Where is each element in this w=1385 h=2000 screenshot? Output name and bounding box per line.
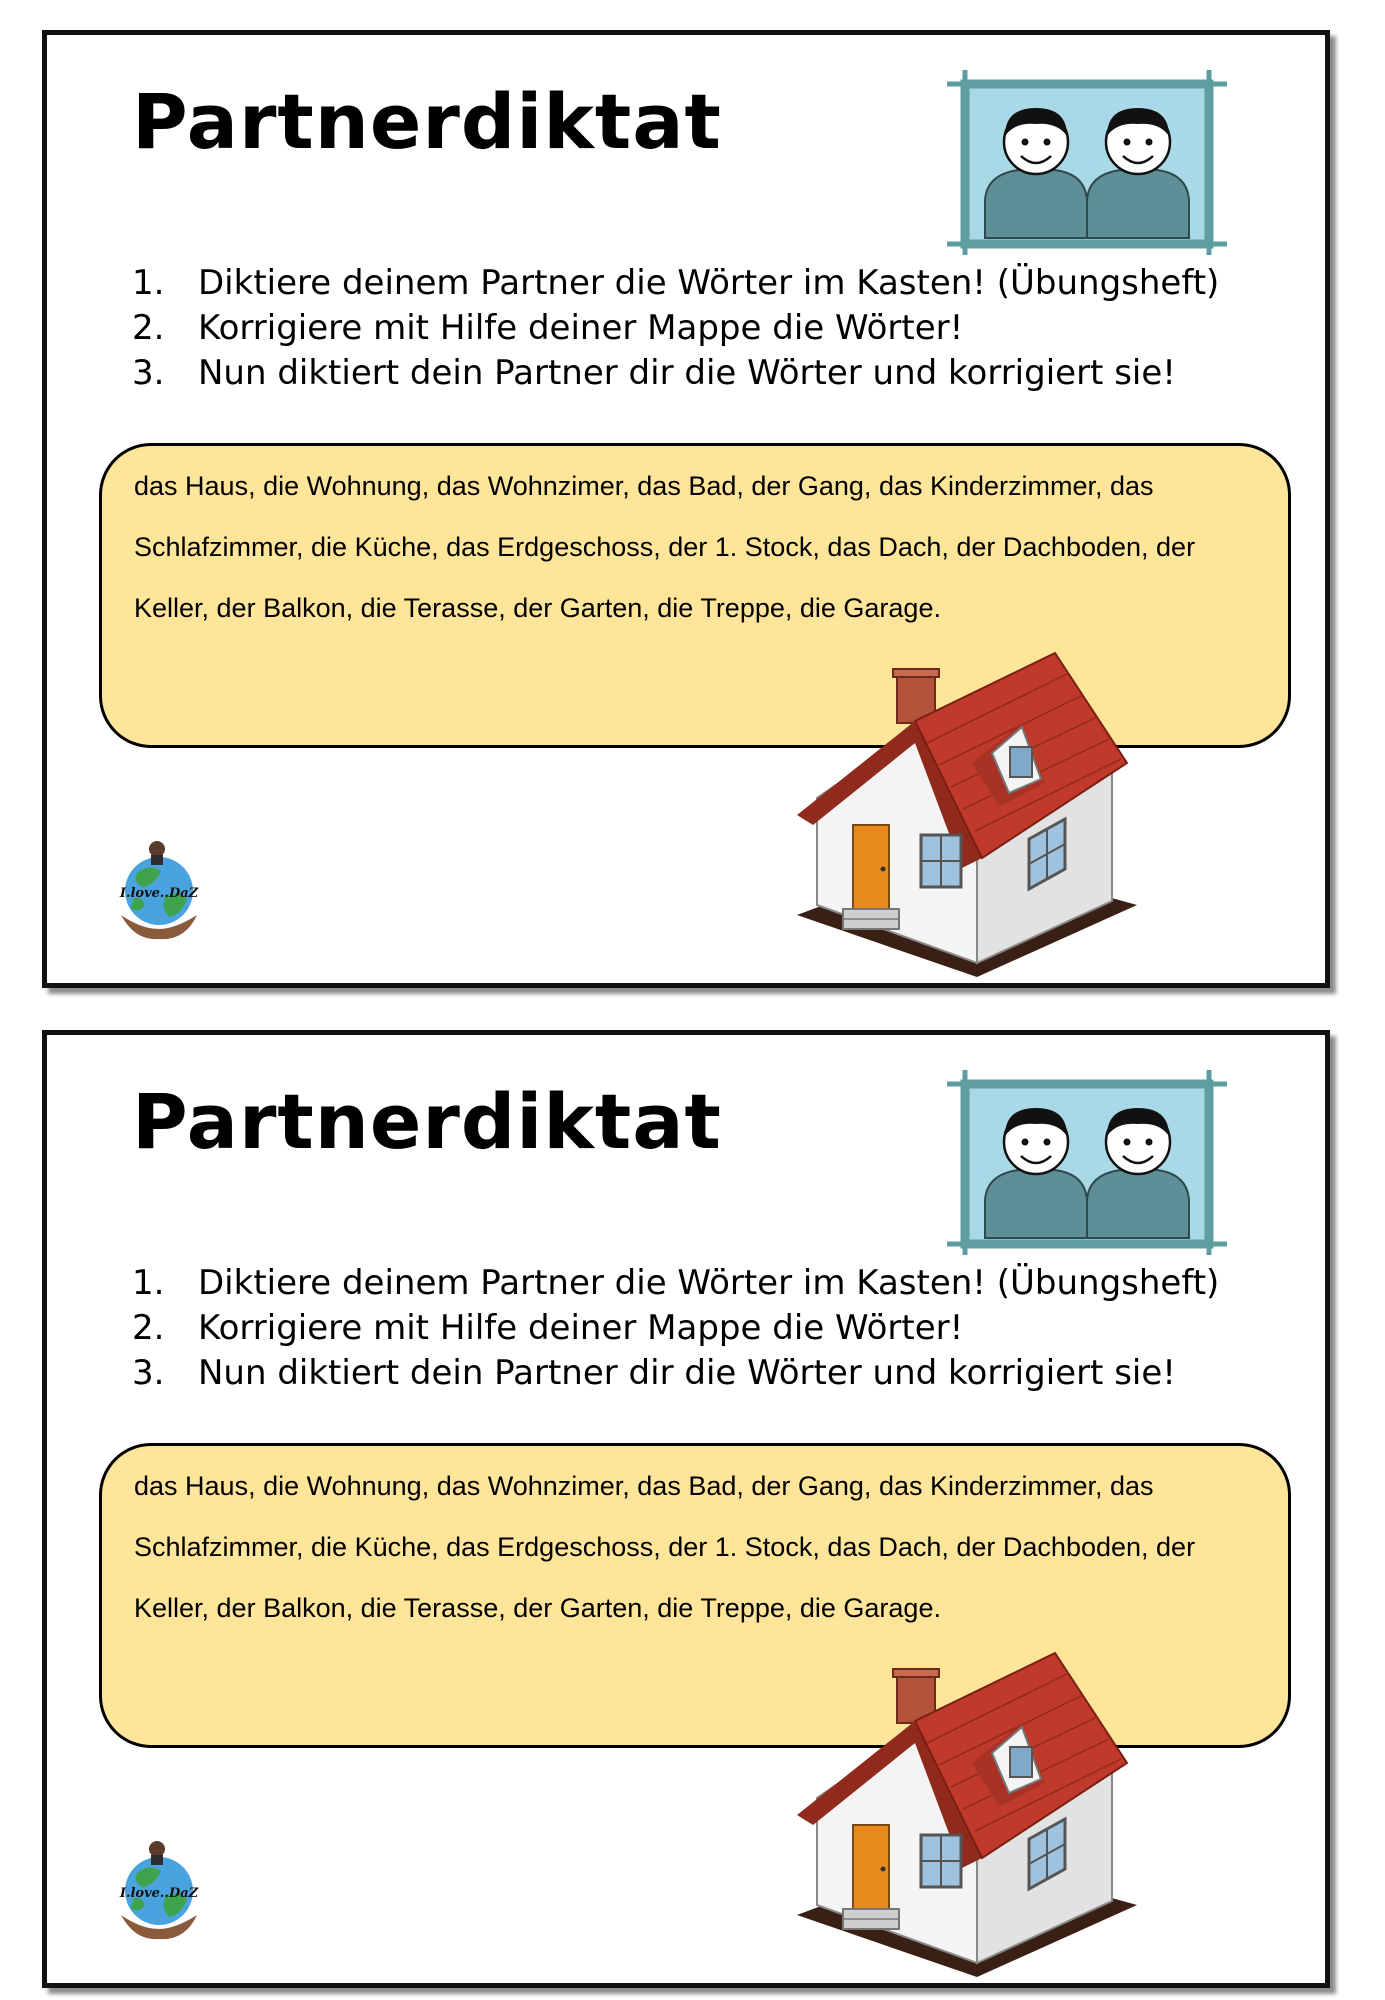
house-icon (787, 1643, 1147, 1983)
step-number: 3. (132, 1353, 165, 1393)
step-number: 1. (132, 263, 165, 303)
dictation-card-1 (42, 30, 1330, 988)
page-title: Partnerdiktat (132, 1077, 722, 1166)
instruction-step (132, 1306, 1219, 1351)
step-number: 3. (132, 353, 165, 393)
instruction-step (132, 1351, 1219, 1396)
i-love-daz-logo-icon (115, 1837, 203, 1941)
step-text: Korrigiere mit Hilfe deiner Mappe die Wörter! (198, 1308, 964, 1348)
instruction-list (132, 261, 1219, 396)
step-number: 1. (132, 1263, 165, 1303)
step-number: 2. (132, 1308, 165, 1348)
instruction-step (132, 306, 1219, 351)
logo-text: I.love..DaZ (119, 886, 199, 901)
i-love-daz-logo-icon (115, 837, 203, 941)
word-list: das Haus, die Wohnung, das Wohnzimer, das Bad, der Gang, das Kinderzimmer, das Schlafzimmer, die Küche, das Erdgeschoss, der 1. Stock, das Dach, der Dachboden, der Keller, der Balkon, die Terasse, der Garten, die Treppe, die Garage. (134, 1471, 1196, 1623)
dictation-card-2 (42, 1030, 1330, 1988)
word-list: das Haus, die Wohnung, das Wohnzimer, das Bad, der Gang, das Kinderzimmer, das Schlafzimmer, die Küche, das Erdgeschoss, der 1. Stock, das Dach, der Dachboden, der Keller, der Balkon, die Terasse, der Garten, die Treppe, die Garage. (134, 471, 1196, 623)
step-text: Nun diktiert dein Partner dir die Wörter und korrigiert sie! (198, 1353, 1176, 1393)
step-text: Diktiere deinem Partner die Wörter im Kasten! (Übungsheft) (198, 263, 1220, 303)
instruction-step (132, 1261, 1219, 1306)
step-text: Nun diktiert dein Partner dir die Wörter und korrigiert sie! (198, 353, 1176, 393)
two-children-portrait-icon (947, 1070, 1227, 1255)
house-icon (787, 643, 1147, 983)
step-number: 2. (132, 308, 165, 348)
logo-text: I.love..DaZ (119, 1886, 199, 1901)
page-title: Partnerdiktat (132, 77, 722, 166)
two-children-portrait-icon (947, 70, 1227, 255)
instruction-list (132, 1261, 1219, 1396)
instruction-step (132, 261, 1219, 306)
step-text: Korrigiere mit Hilfe deiner Mappe die Wörter! (198, 308, 964, 348)
step-text: Diktiere deinem Partner die Wörter im Kasten! (Übungsheft) (198, 1263, 1220, 1303)
instruction-step (132, 351, 1219, 396)
